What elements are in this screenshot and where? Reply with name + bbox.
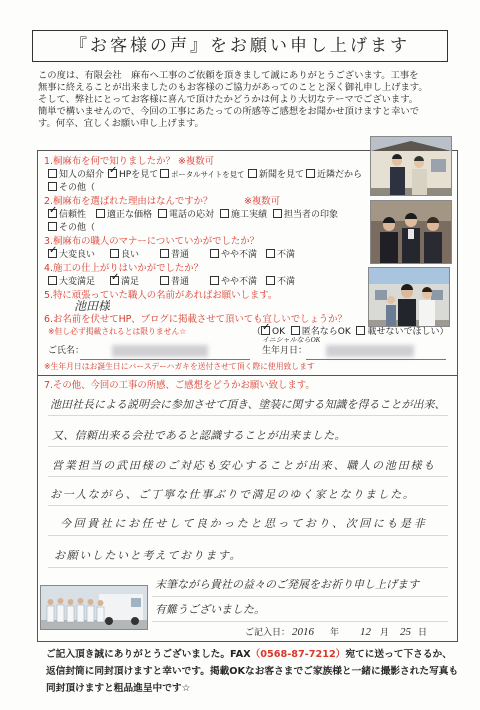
intro-line: この度は、有限会社 麻布へ工事のご依頼を頂きまして誠にありがとうございます。工事を [38, 70, 419, 81]
checkbox [48, 276, 57, 285]
q4-option [110, 276, 139, 288]
q4-option [48, 276, 95, 288]
form-title: 『お客様の声』をお願い申し上げます [32, 30, 448, 62]
q1-label: 1.桐麻布を何で知りましたか？ [44, 156, 175, 167]
option-label: 施工実績 [231, 210, 268, 220]
staff-group-photo [40, 585, 148, 630]
q6-handwritten-note: イニシャルならOK [262, 336, 321, 344]
q2-option-reliability [48, 209, 86, 221]
q2-option-price [96, 209, 152, 221]
ruled-line [48, 415, 448, 416]
option-label: 普通 [171, 277, 190, 287]
ruled-line [48, 567, 448, 568]
q1-option-referral [48, 169, 104, 181]
footer-line-2: 返信封筒に同封頂けますと幸いです。掲載OKなお客さまでご家族様と一緒に撮影された写真も [46, 666, 458, 677]
option-label: HPを見て [119, 170, 159, 180]
option-label: 不満 [277, 250, 296, 260]
intro-line: そして、弊社にとってお客様に喜んで頂けたかどうかは何より大切なテーマでございます。 [38, 94, 419, 105]
q3-option [160, 249, 189, 261]
q2-option-phone [158, 209, 214, 221]
q6-label: 6.お名前を伏せてHP、ブログに掲載させて頂いても宜しいでしょうか？ [44, 314, 347, 325]
checkbox [266, 276, 275, 285]
option-label: 近隣だから [317, 170, 363, 180]
q1-option-portal [160, 169, 244, 180]
date-year-unit: 年 [330, 628, 340, 638]
date-month-unit: 月 [380, 628, 390, 638]
option-label: 担当者の印象 [284, 210, 339, 220]
q7-handwritten-line: 営業担当の武田様のご対応も安心することが出来、職人の池田様も [52, 460, 436, 472]
checkbox [220, 209, 229, 218]
option-label: 信頼性 [59, 210, 87, 220]
option-label: やや不満 [221, 277, 258, 287]
fax-number: （0568-87-7212） [250, 649, 346, 660]
intro-line: す。何卒、宜しくお願い申し上げます。 [38, 118, 204, 129]
q6-note: ※但し必ず掲載されるとは限りません☆ [48, 327, 187, 336]
ruled-line [48, 446, 448, 447]
q7-handwritten-line: お願いしたいと考えております。 [54, 550, 243, 562]
option-label: 大変良い [59, 250, 96, 260]
checkbox [160, 249, 169, 258]
option-label: 新聞を見て [259, 170, 305, 180]
customer-photo-building [368, 267, 450, 327]
name-underline [80, 359, 250, 360]
checkbox [48, 209, 57, 218]
q1-option-newspaper [248, 169, 304, 181]
date-label: ご記入日： [245, 628, 291, 638]
option-label: 普通 [171, 250, 190, 260]
checkbox [306, 169, 315, 178]
checkbox [158, 209, 167, 218]
q2-label: 2.桐麻布を選ばれた理由はなんですか？ [44, 196, 213, 207]
q5-label: 5.特に頑張っていた職人の名前があればお願いします。 [44, 290, 278, 301]
q4-option [160, 276, 189, 288]
q7-handwritten-line: 今回貴社にお任せして良かったと思っており、次回にも是非 [60, 518, 428, 530]
option-label: 匿名ならOK [301, 327, 351, 337]
q3-option [210, 249, 257, 261]
checkbox [110, 276, 119, 285]
q1-note: ※複数可 [178, 156, 214, 167]
option-label: ポータルサイトを見て [171, 170, 245, 179]
q1-option-other [48, 182, 95, 194]
checkbox [108, 169, 117, 178]
checkbox [210, 249, 219, 258]
q7-handwritten-line: 又、信頼出来る会社であると認識することが出来ました。 [52, 430, 346, 442]
date-month: 12 [360, 626, 371, 638]
ruled-line [48, 476, 448, 477]
footer-thanks: ご記入頂き誠にありがとうございました。FAX [46, 649, 251, 660]
checkbox [96, 209, 105, 218]
customer-photo-house [370, 136, 452, 196]
q2-option-other [48, 222, 95, 234]
option-label: やや不満 [221, 250, 258, 260]
checkbox [291, 326, 300, 335]
q2-note: ※複数可 [244, 196, 280, 207]
checkbox [110, 249, 119, 258]
ruled-line [152, 621, 448, 622]
section-divider [37, 375, 457, 376]
checkbox [48, 222, 57, 231]
option-label: OK [272, 327, 286, 337]
q2-option-staff-impression [273, 209, 338, 221]
option-label: 満足 [121, 277, 140, 287]
q3-label: 3.桐麻布の職人のマナーについていかがでしたか？ [44, 236, 260, 247]
q3-option [48, 249, 95, 261]
q1-option-nearby [306, 169, 362, 181]
ruled-line [152, 596, 448, 597]
redacted-name [112, 345, 208, 357]
date-year: 2016 [292, 626, 314, 638]
option-label: 載せないでほしい [367, 327, 440, 337]
intro-line: 無事に終えることが出来ましたのもお客様のご協力があってのことと深く御礼申し上げます。 [38, 82, 428, 93]
intro-line: 簡単で構いませんので、今回の工事にあたっての所感等ご感想をお聞かせ頂けますと幸いで [38, 106, 419, 117]
q4-label: 4.施工の仕上がりはいかがでしたか？ [44, 263, 203, 274]
date-day: 25 [400, 626, 411, 638]
birthdate-label: 生年月日： [262, 346, 308, 356]
q4-option [210, 276, 257, 288]
checkbox [210, 276, 219, 285]
checkbox [48, 182, 57, 191]
q7-handwritten-line: お一人ながら、ご丁寧な仕事ぶりで満足のゆく家となりました。 [50, 489, 416, 501]
ruled-line [48, 535, 448, 536]
paren-open: （ [252, 327, 262, 337]
ruled-line [48, 505, 448, 506]
checkbox [248, 169, 257, 178]
customer-photo-group [370, 200, 452, 264]
q1-option-website [108, 169, 158, 181]
date-day-unit: 日 [418, 628, 428, 638]
checkbox [273, 209, 282, 218]
option-label: 不満 [277, 277, 296, 287]
q7-handwritten-line: 末筆ながら貴社の益々のご発展をお祈り申し上げます [155, 579, 419, 591]
q7-handwritten-line: 有難うございました。 [155, 604, 265, 616]
q3-option [110, 249, 139, 261]
checkbox [48, 249, 57, 258]
checkbox [160, 276, 169, 285]
footer-line-1 [46, 648, 458, 661]
birthdate-underline [306, 359, 446, 360]
checkbox [356, 326, 365, 335]
option-label: その他（ [59, 183, 96, 193]
q7-handwritten-line: 池田社長による説明会に参加させて頂き、塗装に関する知識を得ることが出来、 [50, 399, 446, 411]
q4-option [266, 276, 295, 288]
q7-label: 7.その他、今回の工事の所感、ご感想をどうかお願い致します。 [44, 380, 315, 391]
paren-close: ） [439, 327, 449, 337]
option-label: 良い [121, 250, 140, 260]
checkbox [266, 249, 275, 258]
q2-option-track-record [220, 209, 267, 221]
footer-send: 宛てに送って下さるか、 [345, 649, 452, 660]
footer-line-3: 同封頂けますと粗品進呈中です☆ [46, 683, 191, 694]
checkbox [48, 169, 57, 178]
option-label: 電話の応対 [169, 210, 215, 220]
option-label: その他（ [59, 223, 96, 233]
name-label: ご氏名： [48, 346, 85, 356]
option-label: 適正な価格 [107, 210, 153, 220]
person-figure [386, 296, 396, 326]
option-label: 知人の紹介 [59, 170, 105, 180]
birthdate-note: ※生年月日はお誕生日にバースデーハガキを送付させて頂く際に使用致します [44, 362, 315, 371]
q3-option [266, 249, 295, 261]
option-label: 大変満足 [59, 277, 96, 287]
q5-handwritten-answer: 池田様 [74, 300, 111, 313]
redacted-birthdate [326, 345, 414, 357]
checkbox [160, 169, 169, 178]
checkbox [261, 326, 270, 335]
